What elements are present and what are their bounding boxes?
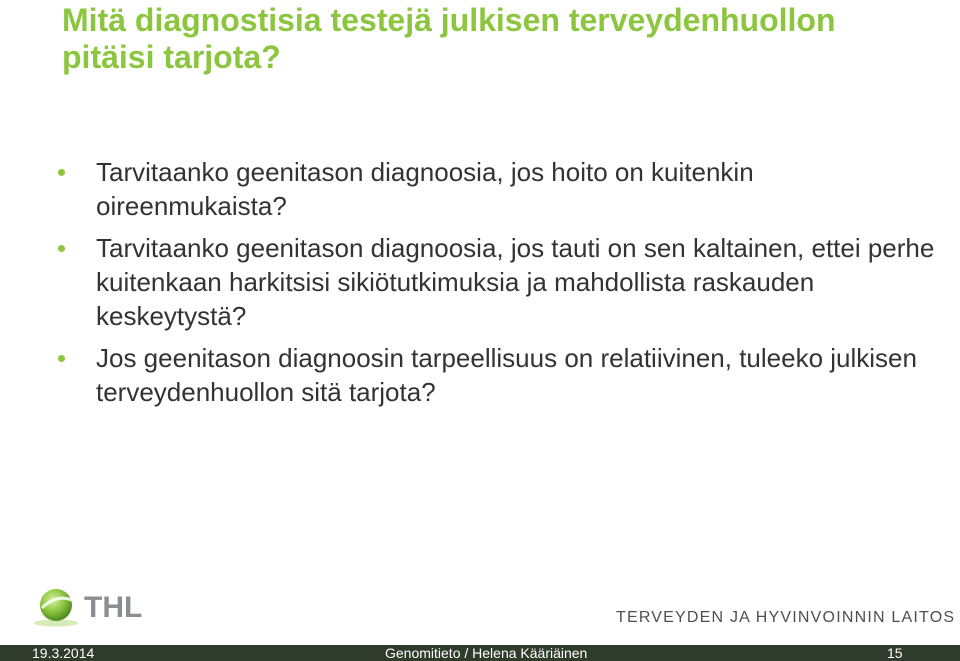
bullet-item (56, 231, 936, 333)
bullet-list (56, 155, 936, 417)
bullet-text: Jos geenitason diagnoosin tarpeellisuus on relatiivinen, tuleeko julkisen terveydenhuollon sitä tarjota? (96, 343, 917, 407)
organization-name: TERVEYDEN JA HYVINVOINNIN LAITOS (616, 609, 956, 626)
bullet-text: Tarvitaanko geenitason diagnoosia, jos hoito on kuitenkin oireenmukaista? (96, 157, 754, 221)
bullet-dot-icon (58, 169, 65, 176)
bullet-item (56, 341, 936, 409)
footer-bar (0, 645, 960, 661)
footer-date: 19.3.2014 (32, 645, 95, 661)
bullet-dot-icon (58, 355, 65, 362)
logo-text: THL (84, 591, 143, 624)
bullet-dot-icon (58, 245, 65, 252)
bullet-text: Tarvitaanko geenitason diagnoosia, jos tauti on sen kaltainen, ettei perhe kuitenkaan harkitsisi sikiötutkimuksia ja mahdollista raskauden keskeytystä? (96, 233, 935, 331)
thl-logo (32, 586, 167, 628)
bullet-item (56, 155, 936, 223)
page-number: 15 (887, 645, 903, 661)
slide-title: Mitä diagnostisia testejä julkisen terveydenhuollon pitäisi tarjota? (62, 2, 836, 75)
footer-author: Genomitieto / Helena Kääriäinen (385, 645, 588, 661)
